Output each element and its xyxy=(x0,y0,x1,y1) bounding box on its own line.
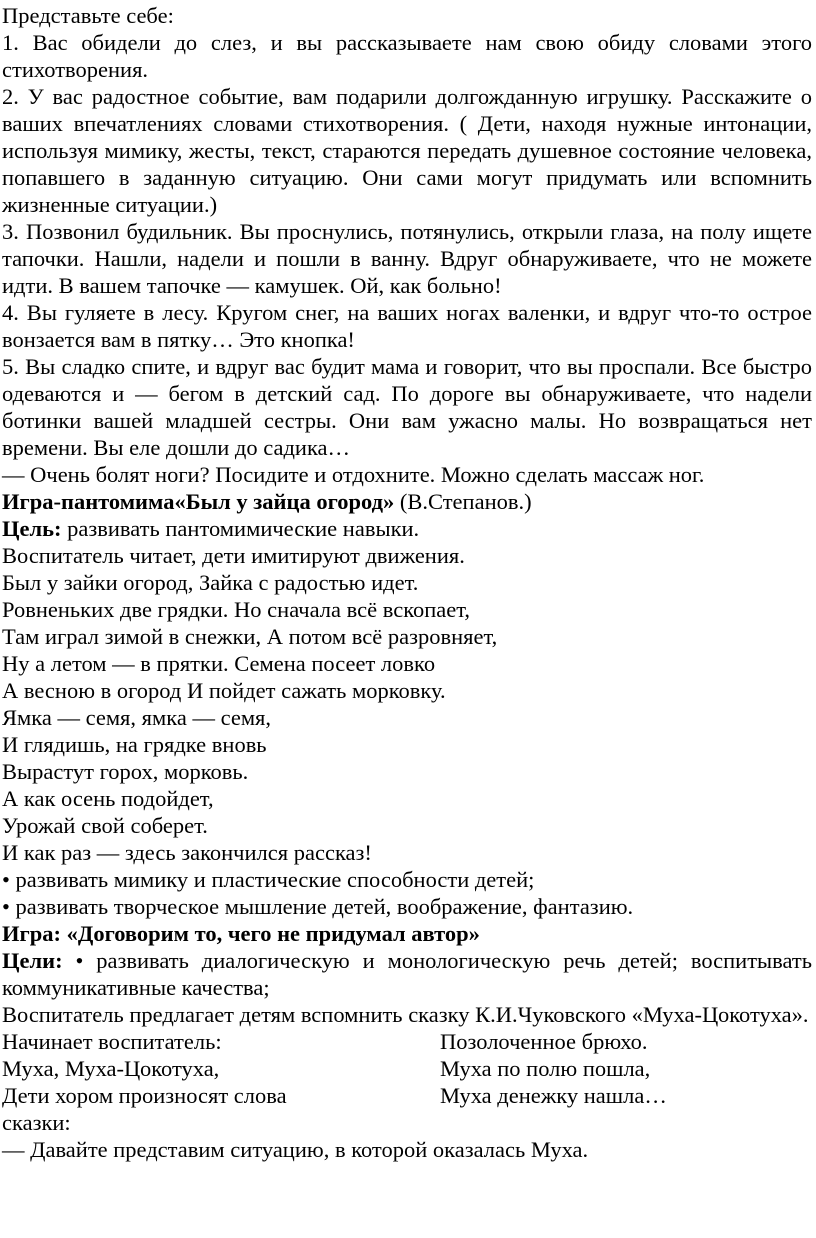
poem-line: Ровненьких две грядки. Но сначала всё вскопает, xyxy=(2,597,471,622)
game2-goals-label: Цели: xyxy=(2,948,63,973)
poem-line: Ну а летом — в прятки. Семена посеет ловко xyxy=(2,651,436,676)
game2-goals-text: • развивать диалогическую и монологическую речь детей; воспитывать коммуникативные качества; xyxy=(2,948,812,1000)
left-column-line: Муха, Муха-Цокотуха, xyxy=(2,1056,220,1081)
game1-instruction: Воспитатель читает, дети имитируют движения. xyxy=(2,543,465,568)
game2-goals xyxy=(2,947,812,1001)
situation-2: 2. У вас радостное событие, вам подарили долгожданную игрушку. Расскажите о ваших впечатлениях словами стихотворения. ( Дети, находя нужные интонации, используя мимику, жесты, текст, стараются передать душевное состояние человека, попавшего в заданную ситуацию. Они сами могут придумать или вспомнить жизненные ситуации.) xyxy=(2,84,812,217)
poem-line: Ямка — семя, ямка — семя, xyxy=(2,705,272,730)
game1-title: Игра-пантомима«Был у зайца огород» xyxy=(2,489,395,514)
bullet-item: • развивать мимику и пластические способности детей; xyxy=(2,867,535,892)
game2-title: Игра: «Договорим то, чего не придумал автор» xyxy=(2,921,480,946)
left-column-line: Начинает воспитатель: xyxy=(2,1029,222,1054)
closing-line: — Очень болят ноги? Посидите и отдохните. Можно сделать массаж ног. xyxy=(2,462,705,487)
document-page xyxy=(2,2,812,1163)
right-column-line: Позолоченное брюхо. xyxy=(440,1029,648,1054)
situation-5: 5. Вы сладко спите, и вдруг вас будит мама и говорит, что вы проспали. Все быстро одеваются и — бегом в детский сад. По дороге вы обнаруживаете, что надели ботинки вашей младшей сестры. Они вам ужасно малы. Но возвращаться нет времени. Вы еле дошли до садика… xyxy=(2,354,812,460)
game2-final-line: — Давайте представим ситуацию, в которой оказалась Муха. xyxy=(2,1137,589,1162)
situation-4: 4. Вы гуляете в лесу. Кругом снег, на ваших ногах валенки, и вдруг что-то острое вонзается вам в пятку… Это кнопка! xyxy=(2,300,812,352)
game1-goal-label: Цель: xyxy=(2,516,62,541)
game2-instruction: Воспитатель предлагает детям вспомнить сказку К.И.Чуковского «Муха-Цокотуха». xyxy=(2,1002,809,1027)
poem-line: Вырастут горох, морковь. xyxy=(2,759,249,784)
left-column-line: сказки: xyxy=(2,1110,71,1135)
right-column xyxy=(440,1028,812,1136)
poem-line: И глядишь, на грядке вновь xyxy=(2,732,267,757)
game1-goal xyxy=(2,515,812,542)
situation-1: 1. Вас обидели до слез, и вы рассказываете нам свою обиду словами этого стихотворения. xyxy=(2,30,812,82)
game1-author: (В.Степанов.) xyxy=(394,489,532,514)
poem-line: А как осень подойдет, xyxy=(2,786,214,811)
situation-3: 3. Позвонил будильник. Вы проснулись, потянулись, открыли глаза, на полу ищете тапочки. Нашли, надели и пошли в ванну. Вдруг обнаруживаете, что не можете идти. В вашем тапочке — камушек. Ой, как больно! xyxy=(2,219,812,298)
poem-line: Урожай свой соберет. xyxy=(2,813,208,838)
intro-line: Представьте себе: xyxy=(2,3,174,28)
right-column-line: Муха по полю пошла, xyxy=(440,1056,651,1081)
left-column-line: Дети хором произносят слова xyxy=(2,1083,287,1108)
game1-heading xyxy=(2,488,812,515)
right-column-line: Муха денежку нашла… xyxy=(440,1083,667,1108)
bullet-item: • развивать творческое мышление детей, воображение, фантазию. xyxy=(2,894,634,919)
game1-goal-text: развивать пантомимические навыки. xyxy=(61,516,420,541)
left-column xyxy=(2,1028,440,1136)
poem-line: А весною в огород И пойдет сажать морковку. xyxy=(2,678,446,703)
poem-line: Там играл зимой в снежки, А потом всё разровняет, xyxy=(2,624,498,649)
two-column-block xyxy=(2,1028,812,1136)
poem-line: И как раз — здесь закончился рассказ! xyxy=(2,840,372,865)
poem-line: Был у зайки огород, Зайка с радостью идет. xyxy=(2,570,419,595)
